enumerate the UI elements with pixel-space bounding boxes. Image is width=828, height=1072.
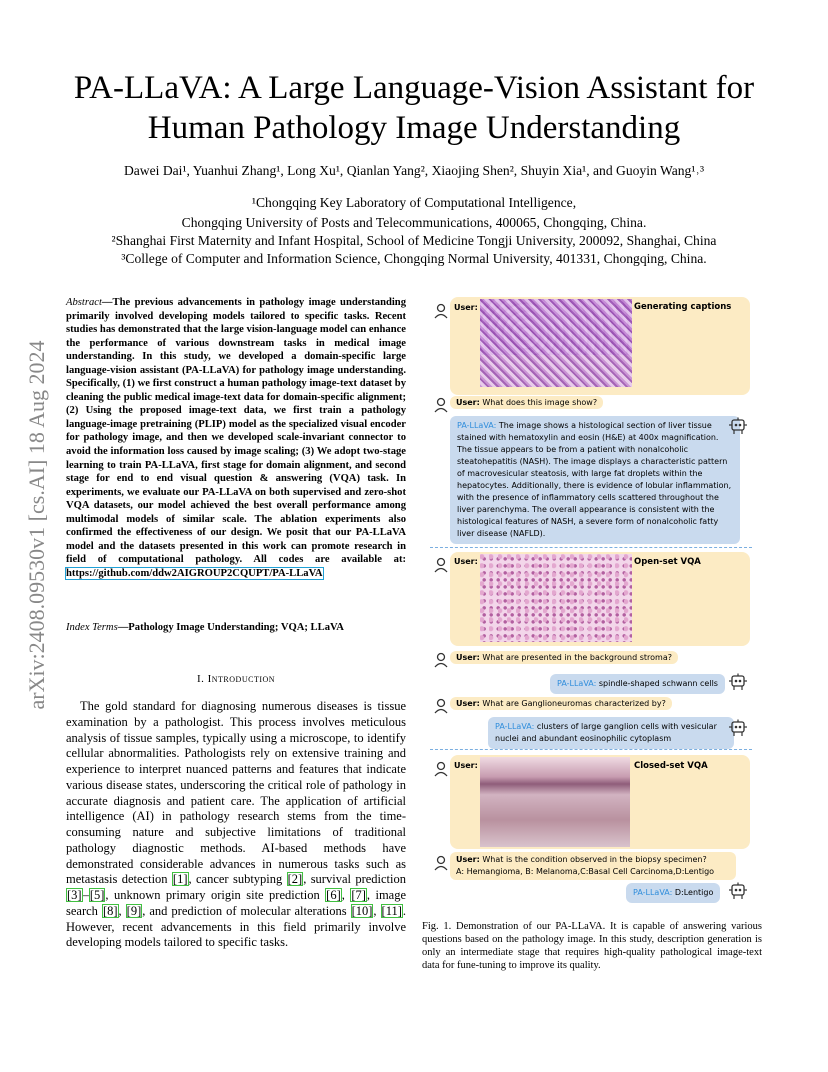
authors: Dawei Dai¹, Yuanhui Zhang¹, Long Xu¹, Qianlan Yang², Xiaojing Shen², Shuyin Xia¹, and Guoyin Wang¹˒³ bbox=[123, 163, 705, 178]
question-text: What does this image show? bbox=[482, 398, 598, 407]
arxiv-sidebar bbox=[22, 290, 52, 760]
citation-link[interactable]: [6] bbox=[326, 888, 341, 902]
robot-icon bbox=[728, 417, 748, 435]
bot-answer-1 bbox=[450, 416, 740, 544]
citation-link[interactable]: [9] bbox=[126, 903, 142, 918]
user-question-3 bbox=[450, 697, 672, 710]
user-icon bbox=[434, 698, 448, 714]
citation-link[interactable]: [8] bbox=[102, 903, 118, 918]
intro-text: , bbox=[341, 888, 351, 902]
user-question-4 bbox=[450, 852, 736, 880]
figure-1 bbox=[430, 295, 752, 905]
affiliation-1: ¹Chongqing Key Laboratory of Computational Intelligence, bbox=[251, 195, 577, 210]
intro-text: , image search bbox=[66, 888, 407, 918]
user-icon bbox=[434, 652, 448, 668]
intro-text: – bbox=[82, 888, 89, 902]
arxiv-id: arXiv:2408.09530v1 [cs.AI] 18 Aug 2024 bbox=[24, 340, 49, 710]
divider bbox=[430, 547, 752, 548]
code-link[interactable]: https://github.com/ddw2AIGROUP2CQUPT/PA-LLaVA bbox=[66, 567, 323, 579]
citation-link[interactable]: [11] bbox=[381, 903, 402, 918]
citation-link[interactable]: [7] bbox=[351, 888, 366, 902]
bot-label: PA-LLaVA: bbox=[633, 888, 673, 897]
user-label: User: bbox=[456, 699, 480, 708]
section-heading bbox=[66, 673, 406, 685]
answer-text: spindle-shaped schwann cells bbox=[598, 679, 718, 688]
affiliation-1b: Chongqing University of Posts and Telecommunications, 400065, Chongqing, China. bbox=[181, 215, 647, 230]
intro-paragraph bbox=[66, 699, 406, 951]
user-question-1 bbox=[450, 396, 603, 409]
intro-text: , survival prediction bbox=[303, 872, 406, 887]
robot-icon bbox=[728, 719, 748, 737]
user-icon bbox=[434, 397, 448, 413]
ganglioneuroma-histology-image bbox=[480, 554, 632, 642]
question-text: What is the condition observed in the biopsy specimen? bbox=[482, 855, 707, 864]
abstract bbox=[66, 296, 406, 580]
affiliation-2: ²Shanghai First Maternity and Infant Hospital, School of Medicine Tongji University, 200092, Shanghai, China bbox=[111, 233, 717, 248]
user-label: User: bbox=[454, 303, 478, 312]
figure-caption: Fig. 1. Demonstration of our PA-LLaVA. It is capable of answering various questions based on the pathology image. In this study, description generation is only an intermediate stage that requires high-quality pathological image-text data for fune-tuning to improve its quality. bbox=[422, 921, 762, 971]
question-text: What are presented in the background stroma? bbox=[482, 653, 672, 662]
user-icon bbox=[434, 761, 448, 777]
options-text: A: Hemangioma, B: Melanoma,C:Basal Cell Carcinoma,D:Lentigo bbox=[456, 867, 715, 876]
user-icon bbox=[434, 303, 448, 319]
user-question-2 bbox=[450, 651, 678, 664]
robot-icon bbox=[728, 673, 748, 691]
user-icon bbox=[434, 855, 448, 871]
citation-link[interactable]: [2] bbox=[287, 872, 303, 887]
intro-text: , bbox=[118, 903, 126, 918]
index-terms-text: —Pathology Image Understanding; VQA; LLaVA bbox=[117, 622, 344, 633]
bot-label: PA-LLaVA: bbox=[495, 722, 535, 731]
section-title: Introduction bbox=[207, 673, 276, 685]
bot-label: PA-LLaVA: bbox=[557, 679, 597, 688]
citation-link[interactable]: [3] bbox=[67, 888, 82, 902]
intro-text: , bbox=[373, 903, 381, 918]
bot-answer-3 bbox=[488, 717, 734, 749]
bot-label: PA-LLaVA: bbox=[457, 421, 497, 430]
citation-link[interactable]: [10] bbox=[351, 903, 373, 918]
answer-text: D:Lentigo bbox=[674, 888, 714, 897]
citation-link[interactable]: [1] bbox=[172, 872, 188, 887]
answer-text: The image shows a histological section of liver tissue stained with hematoxylin and eosin (H&E) at 400x magnification. The tissue appears to be from a patient with nonalcoholic steatohepatitis (NASH). The image displays a characteristic pattern of macrovesicular steatosis, with large fat droplets within the hepatocytes. Additionally, there is evidence of lobular inflammation, with the presence of inflammatory cells scattered throughout the liver parenchyma. The overall appearance is consistent with the histological features of NASH, a severe form of nonalcoholic fatty liver disease (NAFLD). bbox=[457, 421, 732, 538]
task-label-captions: Generating captions bbox=[634, 302, 732, 312]
abstract-label: Abstract bbox=[66, 297, 102, 308]
user-label: User: bbox=[454, 761, 478, 770]
intro-text: The gold standard for diagnosing numerous diseases is tissue examination by a pathologist. This process involves meticulous analysis of tissue samples, typically using a microscope, to identify cellular abnormalities. Pathologists rely on extensive training and experience to interpret nuanced patterns and features that indicate various disease states, underscoring the critical role of pathology in accurate diagnosis and patient care. The application of artificial intelligence (AI) in pathology research stems from the time-consuming nature and subjective limitations of traditional pathology diagnostic methods. AI-based methods have demonstrated considerable advances in numerous tasks such as metastasis detection bbox=[66, 699, 406, 887]
divider bbox=[430, 749, 752, 750]
robot-icon bbox=[728, 882, 748, 900]
liver-histology-image-texture bbox=[480, 299, 632, 387]
bot-answer-2 bbox=[550, 674, 725, 694]
intro-text: . However, recent advancements in this field primarily involve developing models tailored to specific tasks. bbox=[66, 903, 407, 950]
user-icon bbox=[434, 557, 448, 573]
index-terms-label: Index Terms bbox=[66, 622, 118, 633]
citation-link[interactable]: [5] bbox=[89, 888, 105, 902]
user-label: User: bbox=[456, 398, 480, 407]
question-text: What are Ganglioneuromas characterized by? bbox=[482, 699, 666, 708]
intro-text: , and prediction of molecular alterations bbox=[142, 903, 351, 918]
task-label-closed-vqa: Closed-set VQA bbox=[634, 761, 708, 771]
answer-text: clusters of large ganglion cells with vesicular nuclei and abundant eosinophilic cytoplasm bbox=[495, 722, 717, 743]
affiliation-3: ³College of Computer and Information Science, Chongqing Normal University, 401331, Chongqing, China. bbox=[121, 251, 707, 266]
section-number: I. bbox=[196, 673, 205, 685]
user-label: User: bbox=[454, 557, 478, 566]
skin-biopsy-image bbox=[480, 757, 630, 847]
index-terms bbox=[66, 622, 406, 633]
bot-answer-4 bbox=[626, 883, 720, 903]
task-label-open-vqa: Open-set VQA bbox=[634, 557, 701, 567]
paper-title: PA-LLaVA: A Large Language-Vision Assistant for Human Pathology Image Understanding bbox=[73, 70, 755, 146]
intro-text: , unknown primary origin site prediction bbox=[105, 888, 326, 902]
abstract-text: —The previous advancements in pathology image understanding primarily involved developing models tailored to specific tasks. Recent studies has demonstrated that the large vision-language model can enhance the performance of various downstream tasks in medical image understanding. In this study, we developed a domain-specific large language-vision assistant (PA-LLaVA) for pathology image understanding. Specifically, (1) we first construct a human pathology image-text dataset by cleaning the public medical image-text data for domain-specific alignment; (2) Using the proposed image-text data, we first train a pathology language-image pretraining (PLIP) model as the specialized visual encoder for pathology image, and then we developed scale-invariant connector to avoid the information loss caused by image scaling; (3) We adopt two-stage learning to train PA-LLaVA, first stage for domain alignment, and second stage for end to end visual question & answering (VQA) task. In experiments, we evaluate our PA-LLaVA on both supervised and zero-shot VQA datasets, our model achieved the best overall performance among multimodal models of similar scale. The ablation experiments also confirmed the effectiveness of our design. We posit that our PA-LLaVA model and the datasets presented in this work can promote research in field of computational pathology. All codes are available at: bbox=[66, 297, 406, 566]
intro-text: , cancer subtyping bbox=[188, 872, 287, 887]
user-label: User: bbox=[456, 653, 480, 662]
user-label: User: bbox=[456, 855, 480, 864]
